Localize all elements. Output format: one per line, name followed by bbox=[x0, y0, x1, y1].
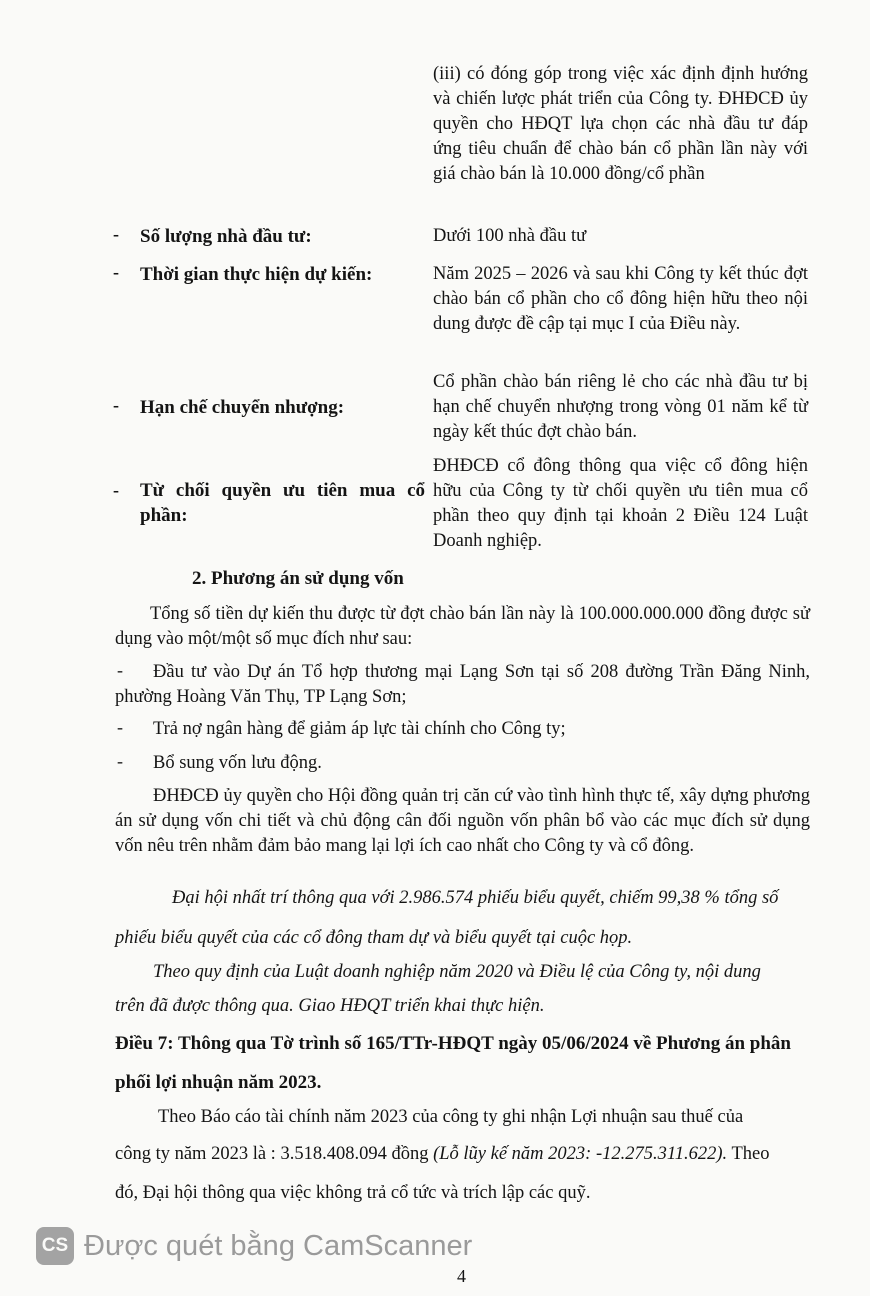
article-body-line: Theo Báo cáo tài chính năm 2023 của công ty ghi nhận Lợi nhuận sau thuế của bbox=[158, 1107, 744, 1127]
article-heading: Điều 7: Thông qua Tờ trình số 165/TTr-HĐQT ngày 05/06/2024 về Phương án phân bbox=[115, 1033, 791, 1054]
vote-line: Theo quy định của Luật doanh nghiệp năm 2020 và Điều lệ của Công ty, nội dung bbox=[153, 962, 761, 982]
offer-item-value: Cổ phần chào bán riêng lẻ cho các nhà đầu tư bị hạn chế chuyển nhượng trong vòng 01 năm kể từ ngày kết thúc đợt chào bán. bbox=[433, 372, 808, 442]
page-number: 4 bbox=[457, 1266, 466, 1286]
bullet-dash: - bbox=[113, 480, 119, 500]
bullet-dash: - bbox=[117, 717, 123, 737]
offer-item-value: ĐHĐCĐ cổ đông thông qua việc cổ đông hiện hữu của Công ty từ chối quyền ưu tiên mua cổ phần theo quy định tại khoản 2 Điều 124 Luật Doanh nghiệp. bbox=[433, 456, 808, 551]
article-body-line bbox=[115, 1144, 769, 1165]
profit-text: công ty năm 2023 là : 3.518.408.094 đồng bbox=[115, 1144, 434, 1164]
offer-continuation-text: (iii) có đóng góp trong việc xác định định hướng và chiến lược phát triển của Công ty. ĐHĐCĐ ủy quyền cho HĐQT lựa chọn các nhà đầu tư đáp ứng tiêu chuẩn để chào bán cổ phần lần này với giá chào bán là 10.000 đồng/cổ phần bbox=[433, 64, 808, 184]
accumulated-loss-text: (Lỗ lũy kế năm 2023: -12.275.311.622). bbox=[433, 1144, 728, 1164]
vote-line: trên đã được thông qua. Giao HĐQT triển khai thực hiện. bbox=[115, 996, 545, 1016]
offer-item-value: Dưới 100 nhà đầu tư bbox=[433, 226, 587, 246]
camscanner-logo-icon: CS bbox=[36, 1227, 74, 1265]
authorization-paragraph: ĐHĐCĐ ủy quyền cho Hội đồng quản trị căn cứ vào tình hình thực tế, xây dựng phương án sử dụng vốn chi tiết và chủ động cân đối nguồn vốn phân bổ vào các mục đích sử dụng vốn nêu trên nhằm đảm bảo mang lại lợi ích cao nhất cho Công ty và cổ đông. bbox=[115, 786, 810, 856]
camscanner-watermark bbox=[36, 1227, 472, 1265]
offer-item-label: Số lượng nhà đầu tư: bbox=[140, 226, 312, 247]
offer-item-label: Thời gian thực hiện dự kiến: bbox=[140, 264, 373, 285]
usage-bullet-text: Trả nợ ngân hàng để giảm áp lực tài chính cho Công ty; bbox=[153, 719, 566, 739]
offer-item-label: Từ chối quyền ưu tiên mua cổ phần: bbox=[140, 480, 425, 526]
bullet-dash: - bbox=[113, 262, 119, 282]
section-intro: Tổng số tiền dự kiến thu được từ đợt chào bán lần này là 100.000.000.000 đồng được sử dụng vào một/một số mục đích như sau: bbox=[115, 604, 810, 649]
article-heading: phối lợi nhuận năm 2023. bbox=[115, 1072, 322, 1093]
offer-item-label: Hạn chế chuyển nhượng: bbox=[140, 397, 345, 418]
offer-item-value: Năm 2025 – 2026 và sau khi Công ty kết thúc đợt chào bán cổ phần cho cổ đông hiện hữu theo nội dung được đề cập tại mục I của Điều này. bbox=[433, 264, 808, 334]
section-heading: 2. Phương án sử dụng vốn bbox=[192, 568, 404, 589]
article-body-line: đó, Đại hội thông qua việc không trả cổ tức và trích lập các quỹ. bbox=[115, 1183, 591, 1203]
bullet-dash: - bbox=[113, 224, 119, 244]
bullet-dash: - bbox=[117, 660, 123, 680]
bullet-dash: - bbox=[117, 751, 123, 771]
usage-bullet-text: Đầu tư vào Dự án Tổ hợp thương mại Lạng Sơn tại số 208 đường Trần Đăng Ninh, phường Hoàng Văn Thụ, TP Lạng Sơn; bbox=[115, 662, 810, 707]
continuation-word: Theo bbox=[727, 1144, 770, 1164]
usage-bullet-text: Bổ sung vốn lưu động. bbox=[153, 753, 322, 773]
vote-line: Đại hội nhất trí thông qua với 2.986.574 phiếu biểu quyết, chiếm 99,38 % tổng số bbox=[172, 888, 779, 908]
watermark-text: Được quét bằng CamScanner bbox=[84, 1229, 473, 1262]
vote-line: phiếu biểu quyết của các cổ đông tham dự và biểu quyết tại cuộc họp. bbox=[115, 928, 633, 948]
bullet-dash: - bbox=[113, 395, 119, 415]
